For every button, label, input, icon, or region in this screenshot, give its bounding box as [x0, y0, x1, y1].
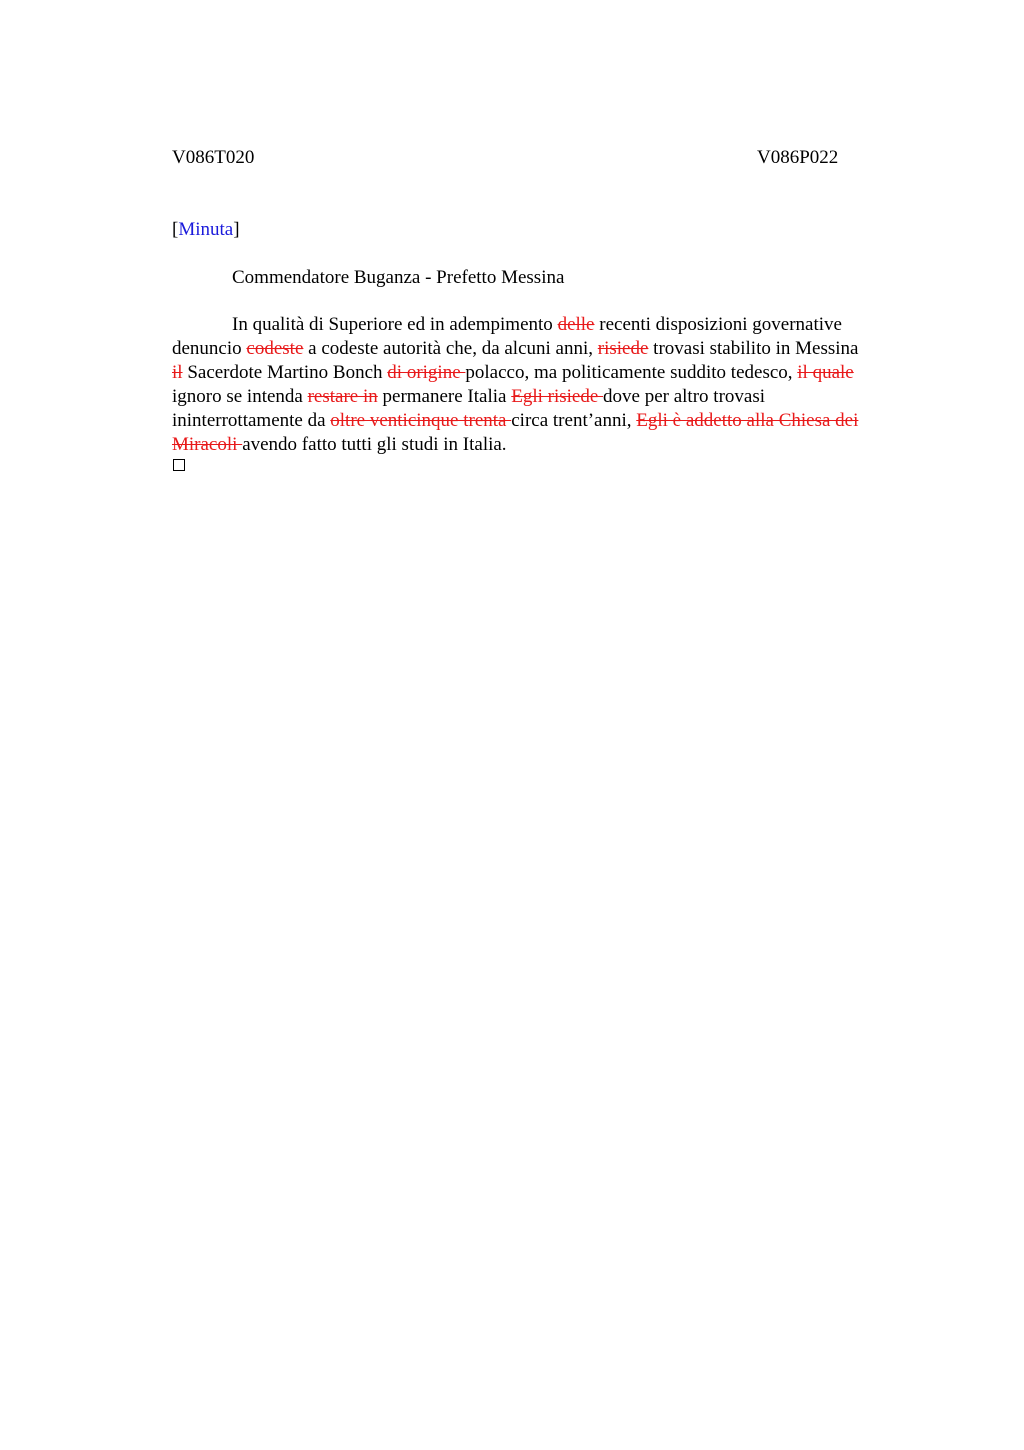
close-bracket: ]: [233, 219, 240, 240]
deleted-text: di origine: [387, 362, 466, 383]
deleted-text: delle: [557, 314, 595, 335]
body-line: [172, 313, 932, 337]
document-code-right: V086P022: [757, 147, 839, 168]
body-line: [172, 433, 932, 457]
deleted-text: restare in: [307, 386, 378, 407]
body-text-segment: recenti disposizioni governative: [594, 314, 842, 335]
body-line: [172, 409, 932, 433]
body-line: [172, 385, 932, 409]
body-line: [172, 361, 932, 385]
deleted-text: il: [172, 362, 183, 383]
body-text-segment: denuncio: [172, 338, 247, 359]
body-text-segment: dove per altro trovasi: [603, 386, 766, 407]
deleted-text: il quale: [797, 362, 854, 383]
body-text-segment: ininterrottamente da: [172, 410, 331, 431]
body-text-segment: circa trent’anni,: [511, 410, 637, 431]
minuta-word: Minuta: [178, 219, 234, 240]
letter-body: [172, 313, 932, 457]
deleted-text: codeste: [246, 338, 304, 359]
body-text-segment: In qualità di Superiore ed in adempimento: [232, 314, 558, 335]
deleted-text: risiede: [597, 338, 649, 359]
body-line: [172, 337, 932, 361]
body-text-segment: trovasi stabilito in Messina: [648, 338, 859, 359]
deleted-text: Egli è addetto alla Chiesa dei: [636, 410, 859, 431]
body-text-segment: polacco, ma politicamente suddito tedesco,: [465, 362, 798, 383]
minuta-label: [172, 218, 240, 242]
open-bracket: [: [172, 219, 179, 240]
body-text-segment: permanere Italia: [377, 386, 512, 407]
empty-box-icon: [173, 459, 185, 471]
body-text-segment: avendo fatto tutti gli studi in Italia.: [242, 434, 507, 455]
deleted-text: oltre venticinque trenta: [330, 410, 512, 431]
addressee-line: Commendatore Buganza - Prefetto Messina: [232, 267, 565, 288]
body-text-segment: ignoro se intenda: [172, 386, 308, 407]
deleted-text: Miracoli: [172, 434, 243, 455]
document-code-left: V086T020: [172, 147, 255, 168]
body-text-segment: a codeste autorità che, da alcuni anni,: [303, 338, 598, 359]
body-text-segment: Sacerdote Martino Bonch: [182, 362, 388, 383]
deleted-text: Egli risiede: [511, 386, 604, 407]
